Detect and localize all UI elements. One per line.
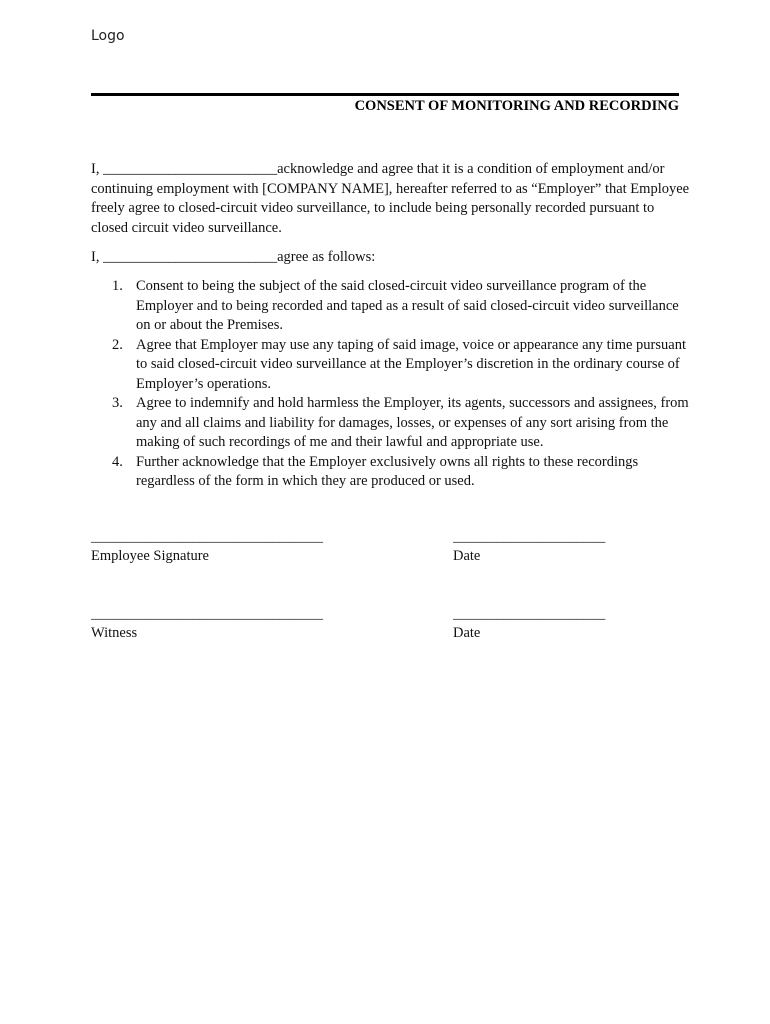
intro-paragraph: I, ________________________acknowledge and agree that it is a condition of employment and/or continuing employment with [COMPANY NAME], hereafter referred to as “Employer” that Employee freely agree to closed-circuit video surveillance, to include being personally recorded pursuant to closed circuit video surveillance.: [91, 161, 690, 236]
title-rule: [91, 93, 679, 96]
witness-date-line[interactable]: _____________________: [453, 606, 606, 622]
employee-signature-line[interactable]: ________________________________: [91, 529, 323, 545]
witness-signature-line[interactable]: ________________________________: [91, 606, 323, 622]
term-text: Consent to being the subject of the said closed-circuit video surveillance program of the Employer and to being recorded and taped as a result of said closed-circuit video surveillance on or about the Premises.: [136, 278, 679, 333]
term-text: Agree that Employer may use any taping of said image, voice or appearance any time pursuant to said closed-circuit video surveillance at the Employer’s discretion in the ordinary course of Employer’s operations.: [136, 336, 686, 392]
term-item: [112, 453, 692, 492]
term-text: Agree to indemnify and hold harmless the Employer, its agents, successors and assignees, from any and all claims and liability for damages, losses, or expenses of any sort arising from the making of such recordings of me and their lawful and appropriate use.: [136, 395, 689, 450]
term-item: [112, 277, 692, 336]
term-text: Further acknowledge that the Employer exclusively owns all rights to these recordings regardless of the form in which they are produced or used.: [136, 453, 639, 489]
term-number: 1.: [112, 278, 123, 294]
term-item: [112, 394, 692, 453]
document-title: CONSENT OF MONITORING AND RECORDING: [354, 98, 679, 114]
employee-signature-label: Employee Signature: [91, 548, 209, 564]
employee-date-label: Date: [453, 548, 481, 564]
term-number: 2.: [112, 336, 123, 353]
term-number: 4.: [112, 453, 123, 470]
term-item: [112, 336, 692, 395]
logo: Logo: [91, 28, 125, 44]
witness-signature-label: Witness: [91, 625, 138, 641]
term-number: 3.: [112, 395, 123, 411]
witness-date-label: Date: [453, 625, 481, 641]
employee-date-line[interactable]: _____________________: [453, 529, 606, 545]
agree-paragraph: I, ________________________agree as follows:: [91, 249, 376, 265]
terms-list: [112, 277, 692, 492]
